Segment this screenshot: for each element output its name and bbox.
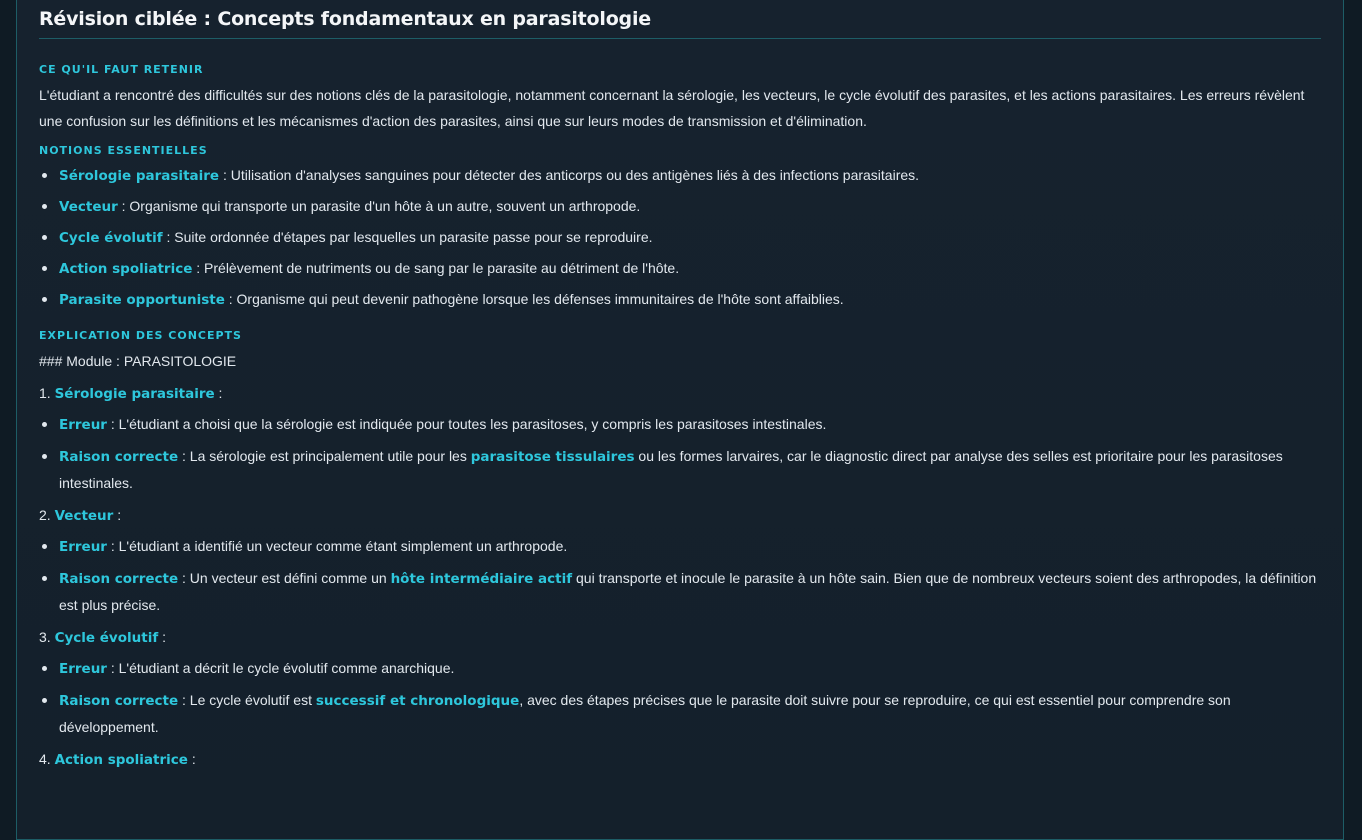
list-item: [39, 443, 1321, 496]
list-item: [39, 224, 1321, 255]
notion-text: : Organisme qui transporte un parasite d'un hôte à un autre, souvent un arthropode.: [117, 198, 641, 214]
section-heading-explication: EXPLICATION DES CONCEPTS: [39, 329, 242, 342]
notion-text: : Prélèvement de nutriments ou de sang par le parasite au détriment de l'hôte.: [192, 260, 680, 276]
notion-term: Vecteur: [59, 199, 118, 215]
list-item: [39, 565, 1321, 618]
concept-number: 3.: [39, 629, 51, 645]
list-item: [39, 533, 1321, 560]
raison-text: : Le cycle évolutif est: [178, 692, 316, 708]
erreur-label: Erreur: [59, 661, 107, 677]
raison-highlight: parasitose tissulaires: [470, 449, 635, 465]
page-title: Révision ciblée : Concepts fondamentaux en parasitologie: [39, 0, 1321, 39]
concept-details: [39, 533, 1321, 618]
notion-term: Cycle évolutif: [59, 230, 163, 246]
concept-details: [39, 411, 1321, 496]
section-heading-retenir: CE QU'IL FAUT RETENIR: [39, 63, 204, 76]
concept-suffix: :: [214, 385, 223, 401]
concept-suffix: :: [187, 751, 196, 767]
concept-heading: [39, 746, 1321, 773]
notion-term: Parasite opportuniste: [59, 292, 225, 308]
erreur-label: Erreur: [59, 539, 107, 555]
raison-text: : La sérologie est principalement utile pour les: [178, 448, 471, 464]
notion-text: : Suite ordonnée d'étapes par lesquelles un parasite passe pour se reproduire.: [162, 229, 653, 245]
notion-text: : Utilisation d'analyses sanguines pour détecter des anticorps ou des antigènes liés à des infections parasitaires.: [219, 167, 920, 183]
raison-text-end: qui transporte et inocule le parasite à un hôte sain. Bien que de nombreux vecteurs soient des arthropodes, la définition est plus précise.: [59, 570, 1317, 613]
notion-term: Sérologie parasitaire: [59, 168, 220, 184]
list-item: [39, 255, 1321, 286]
concept-suffix: :: [158, 629, 166, 645]
concept-number: 1.: [39, 385, 51, 401]
raison-label: Raison correcte: [59, 693, 179, 709]
module-line: ### Module : PARASITOLOGIE: [39, 353, 237, 369]
raison-label: Raison correcte: [59, 571, 179, 587]
concept-number: 2.: [39, 507, 51, 523]
list-item: [39, 162, 1321, 193]
section-heading-notions: NOTIONS ESSENTIELLES: [39, 144, 208, 157]
erreur-text: : L'étudiant a décrit le cycle évolutif comme anarchique.: [106, 660, 455, 676]
concept-name: Action spoliatrice: [54, 752, 188, 768]
raison-text-end: ou les formes larvaires, car le diagnostic direct par analyse des selles est prioritaire pour les parasitoses intestinales.: [59, 448, 1283, 491]
list-item: [39, 286, 1321, 317]
list-item: [39, 687, 1321, 740]
raison-text: : Un vecteur est défini comme un: [178, 570, 391, 586]
notions-list: [39, 162, 1321, 317]
raison-highlight: successif et chronologique: [315, 693, 520, 709]
notion-term: Action spoliatrice: [59, 261, 193, 277]
concept-number: 4.: [39, 751, 51, 767]
concept-heading: [39, 624, 1321, 651]
list-item: [39, 193, 1321, 224]
concept-name: Cycle évolutif: [54, 630, 159, 646]
concept-name: Sérologie parasitaire: [54, 386, 215, 402]
concept-suffix: :: [113, 507, 122, 523]
erreur-text: : L'étudiant a choisi que la sérologie est indiquée pour toutes les parasitoses, y compris les parasitoses intestinales.: [106, 416, 827, 432]
revision-panel: [16, 0, 1344, 840]
retenir-text: L'étudiant a rencontré des difficultés sur des notions clés de la parasitologie, notamment concernant la sérologie, les vecteurs, le cycle évolutif des parasites, et les actions parasitaires. Les erreurs révèlent une confusion sur les définitions et les mécanismes d'action des parasites, ainsi que sur leurs modes de transmission et d'élimination.: [39, 87, 1305, 129]
concept-name: Vecteur: [54, 508, 114, 524]
concept-heading: [39, 380, 1321, 407]
raison-highlight: hôte intermédiaire actif: [390, 571, 573, 587]
list-item: [39, 655, 1321, 682]
concept-heading: [39, 502, 1321, 529]
notion-text: : Organisme qui peut devenir pathogène lorsque les défenses immunitaires de l'hôte sont affaiblies.: [224, 291, 844, 307]
list-item: [39, 411, 1321, 438]
concept-details: [39, 655, 1321, 740]
raison-label: Raison correcte: [59, 449, 179, 465]
raison-text-end: , avec des étapes précises que le parasite doit suivre pour se reproduire, ce qui est essentiel pour comprendre son développement.: [59, 692, 1231, 735]
erreur-label: Erreur: [59, 417, 107, 433]
erreur-text: : L'étudiant a identifié un vecteur comme étant simplement un arthropode.: [106, 538, 568, 554]
